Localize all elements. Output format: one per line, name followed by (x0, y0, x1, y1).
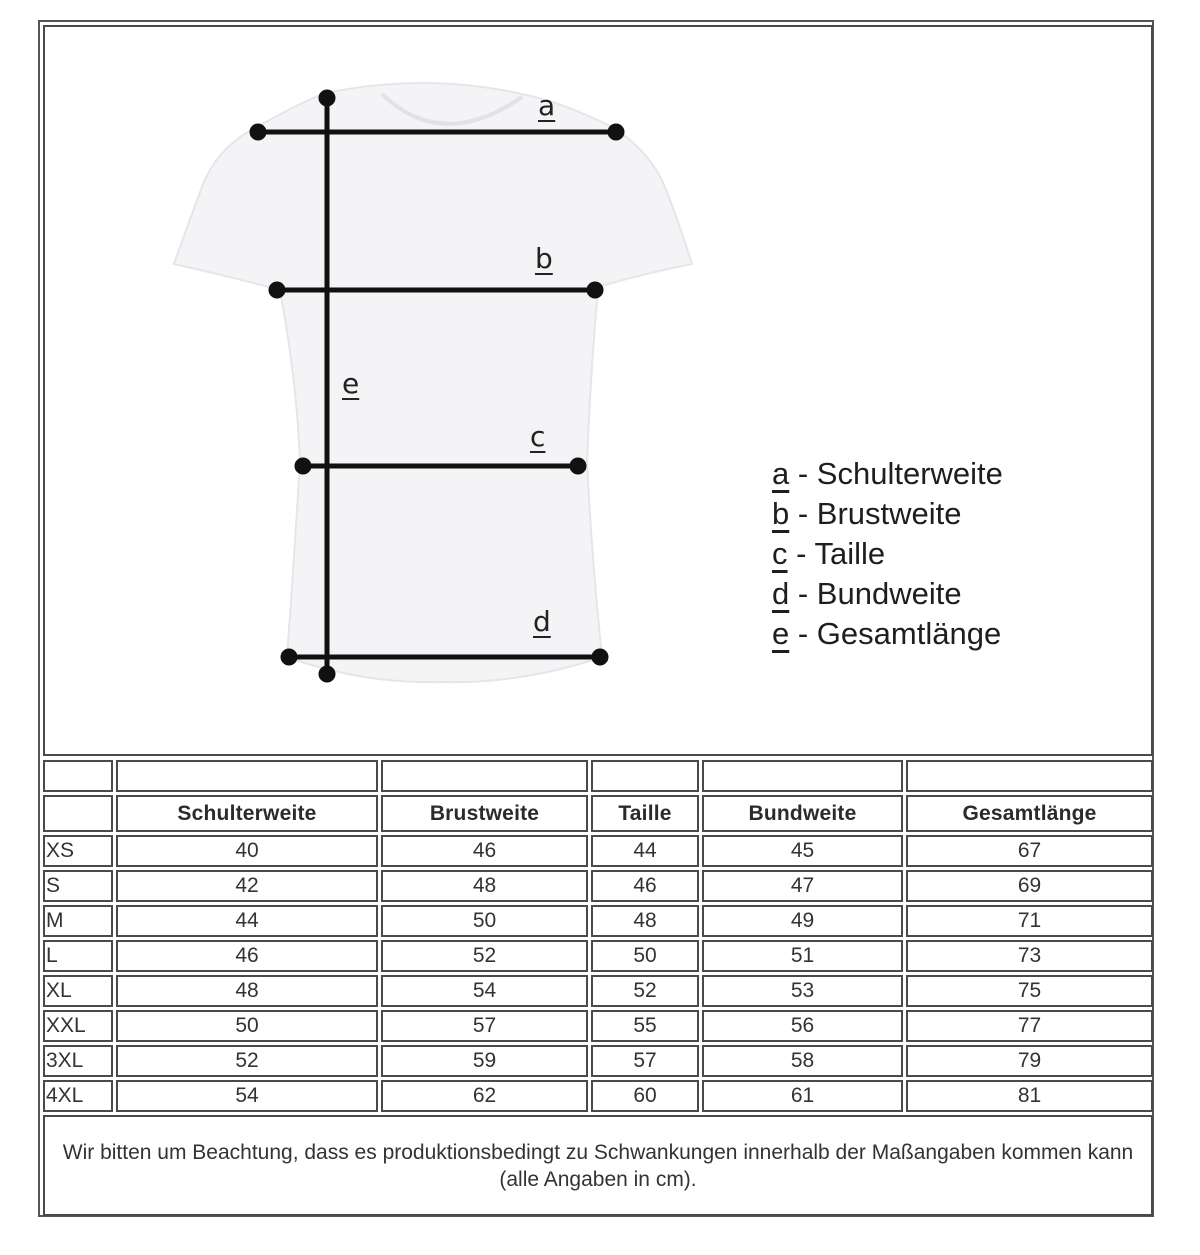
column-header: Taille (591, 795, 699, 832)
measurement-cell: 50 (116, 1010, 378, 1042)
measurement-cell: 44 (116, 905, 378, 937)
column-header: Bundweite (702, 795, 903, 832)
measurement-cell: 46 (591, 870, 699, 902)
measurement-cell: 48 (381, 870, 588, 902)
measurement-cell: 60 (591, 1080, 699, 1112)
measurement-cell: 49 (702, 905, 903, 937)
size-label-cell: 4XL (43, 1080, 113, 1112)
measurement-cell: 45 (702, 835, 903, 867)
column-header: Schulterweite (116, 795, 378, 832)
measurement-cell: 57 (381, 1010, 588, 1042)
label-c: c (530, 420, 546, 453)
spacer-cell (43, 760, 113, 792)
measurement-cell: 81 (906, 1080, 1153, 1112)
measurement-cell: 61 (702, 1080, 903, 1112)
size-label-cell: XS (43, 835, 113, 867)
column-header: Gesamtlänge (906, 795, 1153, 832)
legend-item-b: b - Brustweite (772, 496, 962, 531)
measurement-cell: 57 (591, 1045, 699, 1077)
measurement-cell: 75 (906, 975, 1153, 1007)
measurement-legend (772, 454, 1003, 654)
size-label-cell: L (43, 940, 113, 972)
spacer-cell (702, 760, 903, 792)
measurement-cell: 79 (906, 1045, 1153, 1077)
measurement-cell: 62 (381, 1080, 588, 1112)
measurement-cell: 52 (116, 1045, 378, 1077)
measurement-cell: 40 (116, 835, 378, 867)
label-d: d (533, 605, 551, 638)
measurement-cell: 54 (116, 1080, 378, 1112)
legend-item-d: d - Bundweite (772, 576, 962, 611)
spacer-cell (116, 760, 378, 792)
measurement-cell: 52 (591, 975, 699, 1007)
measurement-cell: 48 (591, 905, 699, 937)
measurement-cell: 44 (591, 835, 699, 867)
measurement-cell: 50 (381, 905, 588, 937)
measurement-cell: 54 (381, 975, 588, 1007)
header-corner-cell (43, 795, 113, 832)
size-label-cell: 3XL (43, 1045, 113, 1077)
measurement-cell: 48 (116, 975, 378, 1007)
size-label-cell: XL (43, 975, 113, 1007)
spacer-cell (591, 760, 699, 792)
measurement-cell: 77 (906, 1010, 1153, 1042)
measurement-cell: 51 (702, 940, 903, 972)
spacer-cell (381, 760, 588, 792)
measurement-cell: 53 (702, 975, 903, 1007)
measurement-cell: 46 (381, 835, 588, 867)
measurement-cell: 67 (906, 835, 1153, 867)
measurement-cell: 56 (702, 1010, 903, 1042)
measurement-cell: 73 (906, 940, 1153, 972)
measurement-note: Wir bitten um Beachtung, dass es produktionsbedingt zu Schwankungen innerhalb der Maßangaben kommen kann (alle Angaben in cm). (43, 1115, 1153, 1216)
size-label-cell: S (43, 870, 113, 902)
measurement-cell: 71 (906, 905, 1153, 937)
tshirt-shape (174, 83, 692, 682)
tshirt-diagram-cell (43, 25, 1153, 756)
label-e: e (342, 367, 360, 400)
label-b: b (535, 242, 553, 275)
measurement-cell: 58 (702, 1045, 903, 1077)
column-header: Brustweite (381, 795, 588, 832)
legend-item-e: e - Gesamtlänge (772, 616, 1002, 651)
spacer-cell (906, 760, 1153, 792)
measurement-cell: 47 (702, 870, 903, 902)
measurement-cell: 69 (906, 870, 1153, 902)
measurement-cell: 52 (381, 940, 588, 972)
measurement-cell: 50 (591, 940, 699, 972)
size-label-cell: XXL (43, 1010, 113, 1042)
label-a: a (538, 89, 556, 122)
size-label-cell: M (43, 905, 113, 937)
measurement-cell: 59 (381, 1045, 588, 1077)
legend-item-a: a - Schulterweite (772, 456, 1003, 491)
measurement-cell: 46 (116, 940, 378, 972)
measurement-cell: 42 (116, 870, 378, 902)
measurement-cell: 55 (591, 1010, 699, 1042)
legend-item-c: c - Taille (772, 536, 886, 571)
